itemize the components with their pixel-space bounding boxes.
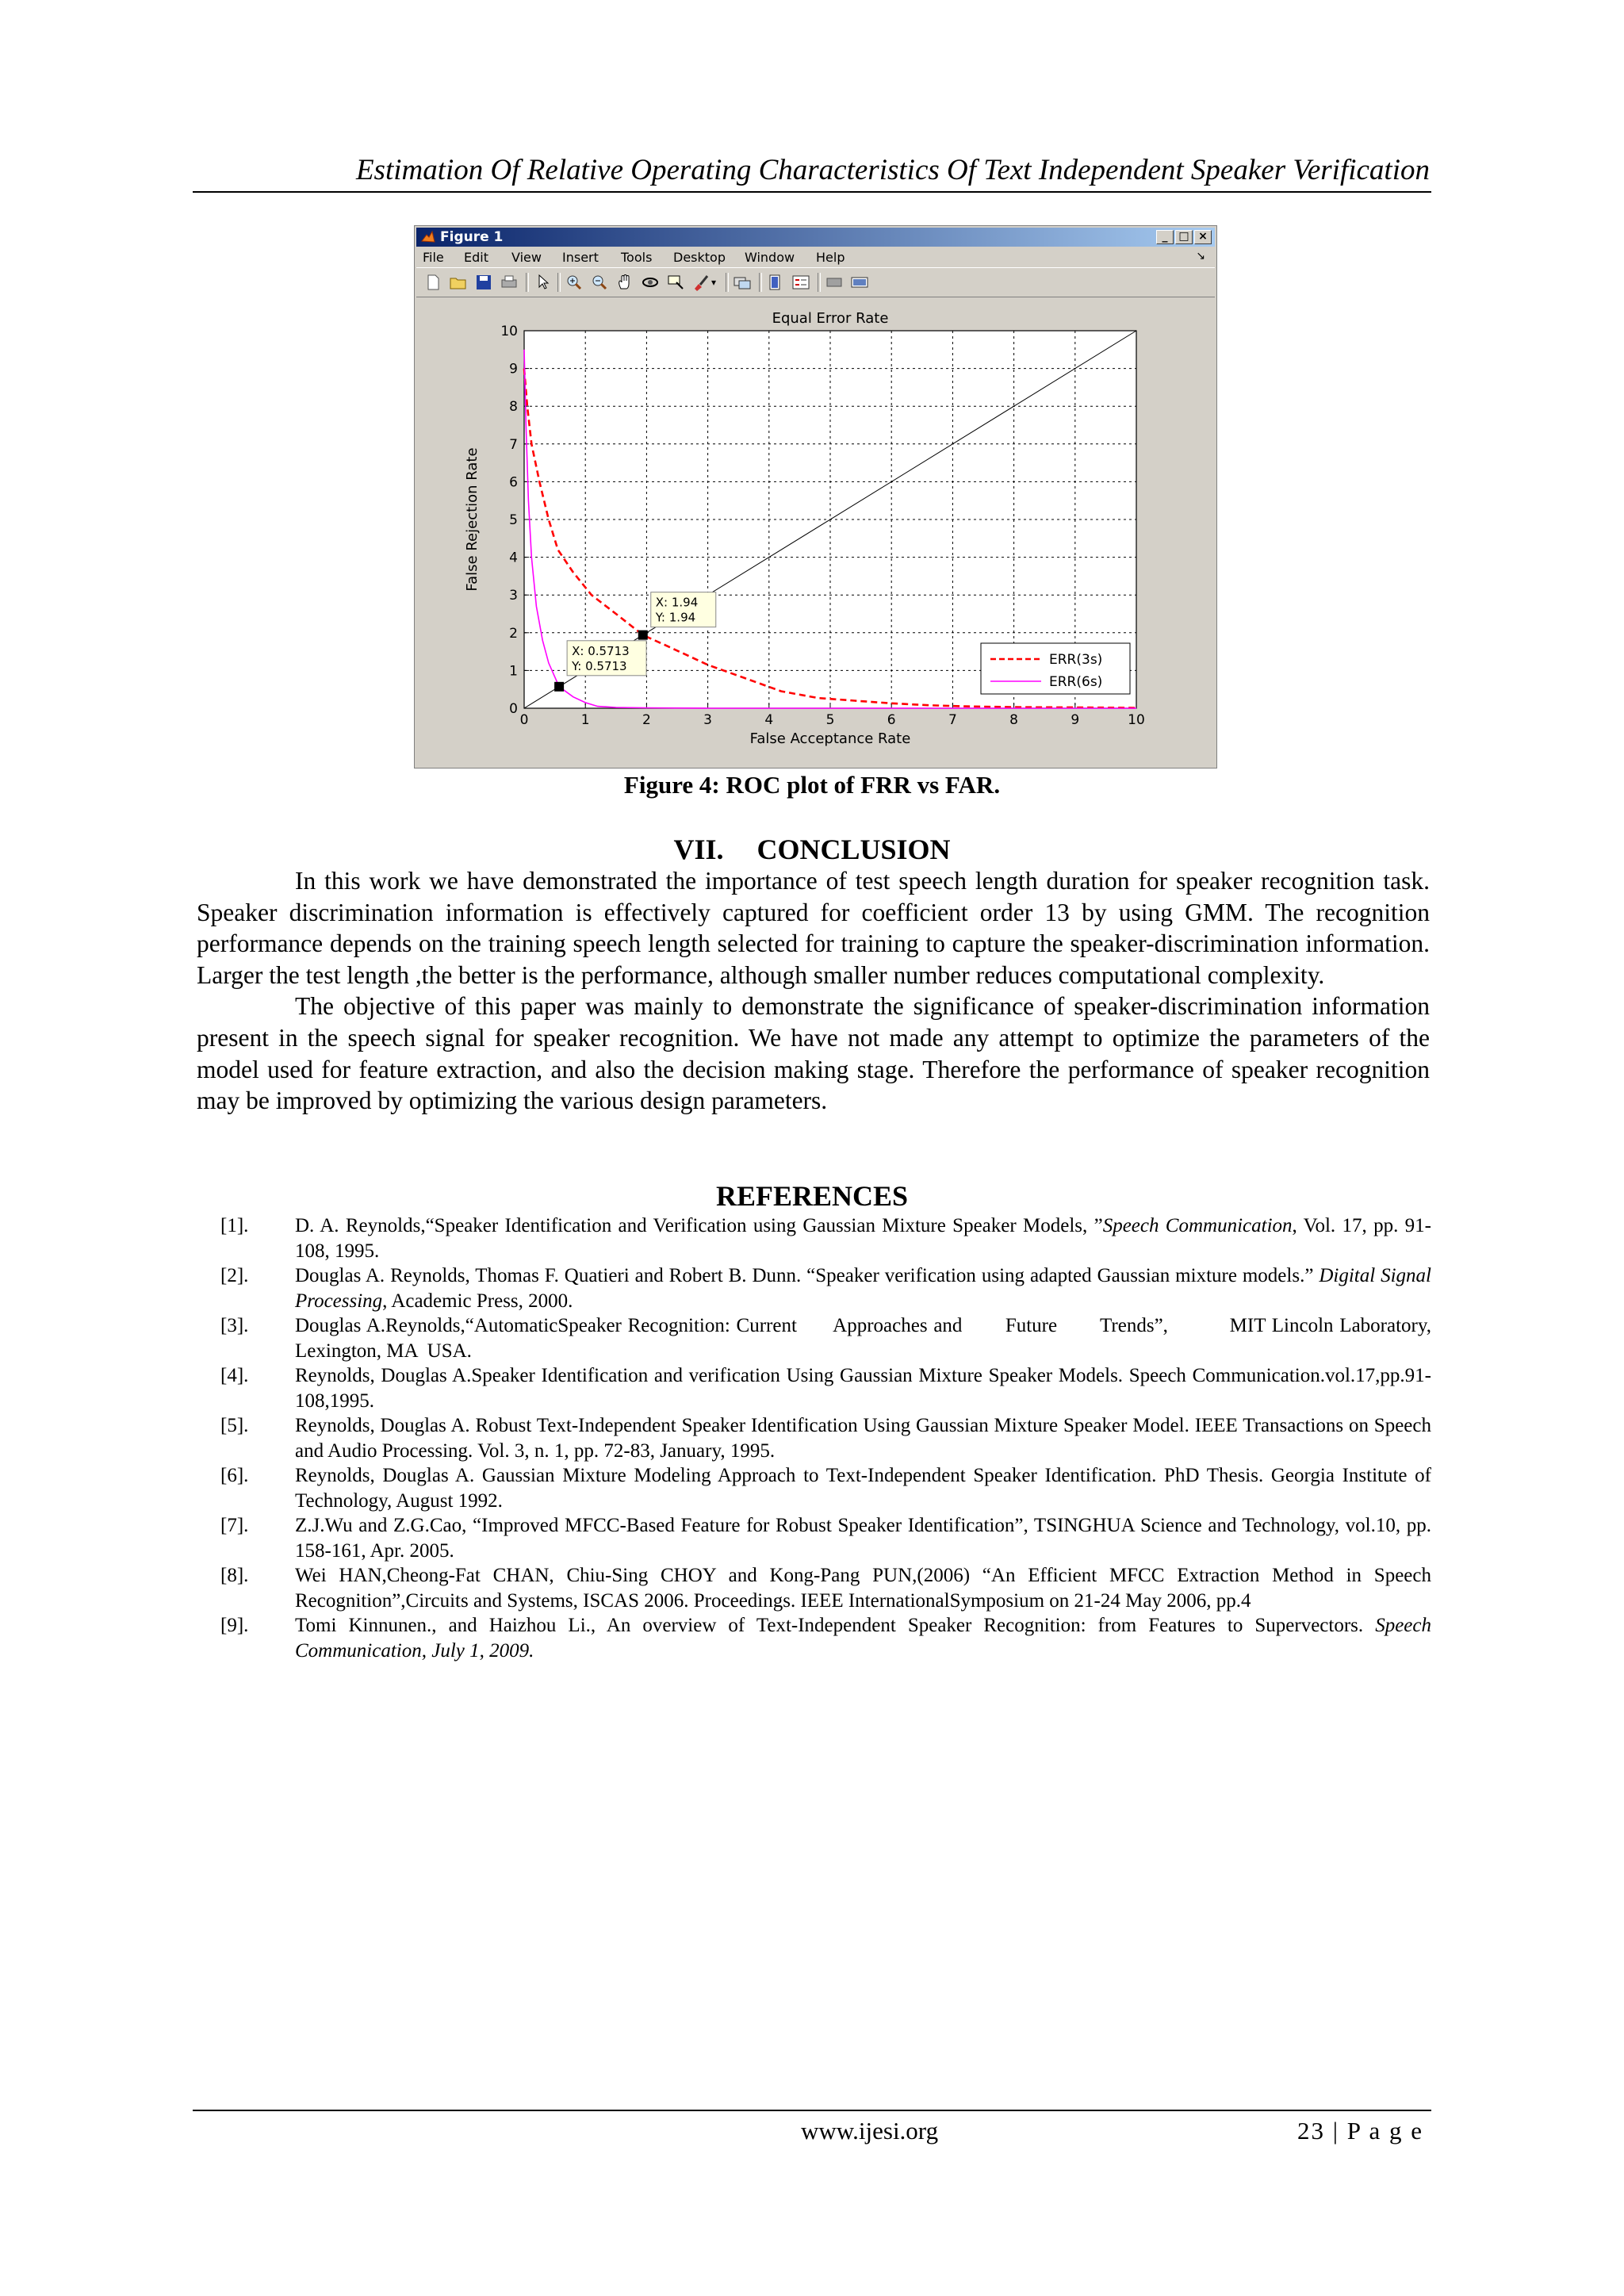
toolbar-separator: [759, 273, 762, 292]
x-axis-label: False Acceptance Rate: [749, 730, 911, 747]
legend-label: ERR(3s): [1049, 652, 1103, 668]
chart-title: Equal Error Rate: [772, 310, 889, 327]
menu-dock-arrow-icon[interactable]: ↘: [1196, 250, 1205, 263]
reference-item: [220, 1413, 1431, 1463]
toolbar-separator: [526, 273, 529, 292]
legend-icon[interactable]: [791, 273, 811, 292]
minimize-button[interactable]: _: [1156, 230, 1174, 244]
reference-italic: Digital Signal Processing: [295, 1265, 1431, 1312]
reference-text: Douglas A.Reynolds,“AutomaticSpeaker Recognition: Current Approaches and Future Trends”, MIT Lincoln Laboratory, Lexington, MA USA.: [295, 1315, 1437, 1362]
y-axis-label: False Rejection Rate: [464, 447, 481, 592]
y-tick-label: 2: [509, 625, 518, 642]
conclusion-body: [197, 865, 1430, 1117]
reference-text: Tomi Kinnunen., and Haizhou Li., An overview of Text-Independent Speaker Recognition: from Features to Supervectors.: [295, 1615, 1376, 1636]
reference-italic: Speech Communication, July 1, 2009.: [295, 1615, 1431, 1662]
reference-text: D. A. Reynolds,“Speaker Identification and Verification using Gaussian Mixture Speaker Models, ”: [295, 1215, 1103, 1236]
y-tick-label: 5: [509, 512, 518, 528]
y-tick-label: 1: [509, 663, 518, 680]
section-title: CONCLUSION: [756, 834, 951, 865]
x-tick-label: 5: [825, 712, 835, 728]
close-button[interactable]: ×: [1194, 230, 1212, 244]
reference-text: Z.J.Wu and Z.G.Cao, “Improved MFCC-Based Feature for Robust Speaker Identification”, TSINGHUA Science and Technology, vol.10, pp. 158-161, Apr. 2005.: [295, 1515, 1431, 1562]
brush-dropdown-icon[interactable]: ▾: [711, 277, 717, 288]
footer-url: www.ijesi.org: [801, 2117, 939, 2145]
y-tick-label: 10: [500, 324, 518, 339]
menu-insert[interactable]: Insert: [562, 250, 599, 265]
zoom-out-icon[interactable]: [589, 273, 610, 292]
reference-italic: Speech Communication: [1102, 1215, 1293, 1236]
reference-item: [220, 1213, 1431, 1263]
brush-icon[interactable]: [691, 273, 711, 292]
paragraph: In this work we have demonstrated the importance of test speech length duration for speaker recognition task. Speaker discrimination information is effectively captured for coefficient order 13 by using GMM. The recognition performance depends on the training speech length selected for training to capture the speaker-discrimination information. Larger the test length ,the better is the performance, although smaller number reduces computational complexity.: [197, 867, 1430, 989]
figure-window: [414, 225, 1217, 769]
datatip-x-label: X: 0.5713: [572, 643, 630, 658]
reference-item: [220, 1313, 1437, 1363]
reference-item: [220, 1363, 1431, 1413]
figure-menubar: [416, 248, 1215, 267]
reference-number: [4].: [220, 1365, 249, 1386]
x-tick-label: 8: [1009, 712, 1019, 728]
footer-page-number: 23 | P a g e: [1297, 2117, 1424, 2145]
reference-number: [8].: [220, 1565, 249, 1586]
matlab-logo-icon: [421, 230, 435, 244]
running-header: Estimation Of Relative Operating Characteristics Of Text Independent Speaker Verification: [355, 154, 1430, 186]
maximize-button[interactable]: □: [1175, 230, 1193, 244]
reference-number: [5].: [220, 1415, 249, 1436]
reference-number: [3].: [220, 1315, 249, 1336]
reference-item: [220, 1463, 1431, 1513]
figure-caption: Figure 4: ROC plot of FRR vs FAR.: [623, 771, 1001, 799]
menu-help[interactable]: Help: [816, 250, 845, 265]
reference-number: [1].: [220, 1215, 249, 1236]
data-cursor-icon[interactable]: [665, 273, 686, 292]
reference-item: [220, 1563, 1431, 1613]
roc-chart: [416, 297, 1215, 766]
pan-icon[interactable]: [615, 273, 635, 292]
reference-number: [7].: [220, 1515, 249, 1536]
reference-number: [9].: [220, 1615, 249, 1636]
paragraph: The objective of this paper was mainly to demonstrate the significance of speaker-discrimination information present in the speech signal for speaker recognition. We have not made any attempt to optimize the parameters of the model used for feature extraction, and also the decision making stage. Therefore the performance of speaker recognition may be improved by optimizing the various design parameters.: [197, 992, 1430, 1115]
rotate-icon[interactable]: [640, 273, 661, 292]
figure-title: Figure 1: [440, 229, 504, 245]
menu-file[interactable]: File: [423, 250, 444, 265]
print-icon[interactable]: [499, 273, 519, 292]
reference-text: Reynolds, Douglas A.Speaker Identification and verification Using Gaussian Mixture Speaker Models. Speech Communication.vol.17,pp.91-108,1995.: [295, 1365, 1431, 1412]
figure-canvas: [416, 297, 1215, 766]
reference-text: Wei HAN,Cheong-Fat CHAN, Chiu-Sing CHOY and Kong-Pang PUN,(2006) “An Efficient MFCC Extraction Method in Speech Recognition”,Circuits and Systems, ISCAS 2006. Proceedings. IEEE InternationalSymposium on 21-24 May 2006, pp.4: [295, 1565, 1431, 1612]
menu-tools[interactable]: Tools: [621, 250, 653, 265]
reference-item: [220, 1613, 1431, 1663]
menu-edit[interactable]: Edit: [464, 250, 488, 265]
y-tick-label: 3: [509, 588, 518, 604]
figure-titlebar: [416, 228, 1215, 247]
zoom-in-icon[interactable]: [564, 273, 584, 292]
datatip-y-label: Y: 1.94: [655, 610, 696, 625]
figure-toolbar: [416, 267, 1215, 297]
toolbar-separator: [726, 273, 729, 292]
reference-rest: , Vol. 17, pp. 91- 108, 1995.: [295, 1215, 1431, 1262]
y-tick-label: 7: [509, 436, 518, 453]
toolbar-separator: [818, 273, 821, 292]
datatip-marker: [638, 631, 648, 640]
x-tick-label: 9: [1071, 712, 1080, 728]
datatip-y-label: Y: 0.5713: [572, 658, 627, 673]
save-icon[interactable]: [473, 273, 494, 292]
reference-number: [2].: [220, 1265, 249, 1286]
y-tick-label: 9: [509, 361, 518, 378]
menu-view[interactable]: View: [511, 250, 542, 265]
new-file-icon[interactable]: [423, 273, 443, 292]
colorbar-icon[interactable]: [765, 273, 786, 292]
x-tick-label: 4: [764, 712, 774, 728]
y-tick-label: 8: [509, 399, 518, 416]
pointer-icon[interactable]: [532, 273, 553, 292]
y-tick-label: 6: [509, 474, 518, 491]
references-heading: REFERENCES: [715, 1180, 909, 1212]
reference-text: Douglas A. Reynolds, Thomas F. Quatieri and Robert B. Dunn. “Speaker verification using adapted Gaussian mixture models.”: [295, 1265, 1320, 1286]
x-tick-label: 0: [519, 712, 529, 728]
x-tick-label: 6: [887, 712, 896, 728]
link-icon[interactable]: [732, 273, 753, 292]
x-tick-label: 1: [580, 712, 590, 728]
reference-item: [220, 1263, 1431, 1313]
legend-label: ERR(6s): [1049, 674, 1103, 690]
y-tick-label: 4: [509, 550, 518, 566]
reference-text: Reynolds, Douglas A. Robust Text-Independent Speaker Identification Using Gaussian Mixture Speaker Model. IEEE Transactions on Speech and Audio Processing. Vol. 3, n. 1, pp. 72-83, January, 1995.: [295, 1415, 1431, 1462]
datatip-marker: [554, 682, 564, 692]
header-rule: [193, 191, 1431, 193]
section-heading: [0, 831, 1624, 868]
reference-rest: , Academic Press, 2000.: [382, 1290, 573, 1312]
toolbar-separator: [557, 273, 561, 292]
x-tick-label: 7: [948, 712, 957, 728]
reference-text: Reynolds, Douglas A. Gaussian Mixture Modeling Approach to Text-Independent Speaker Identification. PhD Thesis. Georgia Institute of Technology, August 1992.: [295, 1465, 1431, 1512]
reference-number: [6].: [220, 1465, 249, 1486]
x-tick-label: 10: [1128, 712, 1145, 728]
menu-desktop[interactable]: Desktop: [673, 250, 726, 265]
show-tools-icon[interactable]: [849, 273, 870, 292]
y-tick-label: 0: [509, 701, 518, 717]
datatip-x-label: X: 1.94: [655, 595, 699, 610]
reference-item: [220, 1513, 1431, 1563]
menu-window[interactable]: Window: [745, 250, 795, 265]
section-number: VII.: [673, 834, 724, 865]
open-folder-icon[interactable]: [448, 273, 469, 292]
references-list: [220, 1213, 1437, 1663]
x-tick-label: 2: [642, 712, 651, 728]
hide-tools-icon[interactable]: [824, 273, 845, 292]
x-tick-label: 3: [703, 712, 713, 728]
footer-rule: [193, 2110, 1431, 2111]
